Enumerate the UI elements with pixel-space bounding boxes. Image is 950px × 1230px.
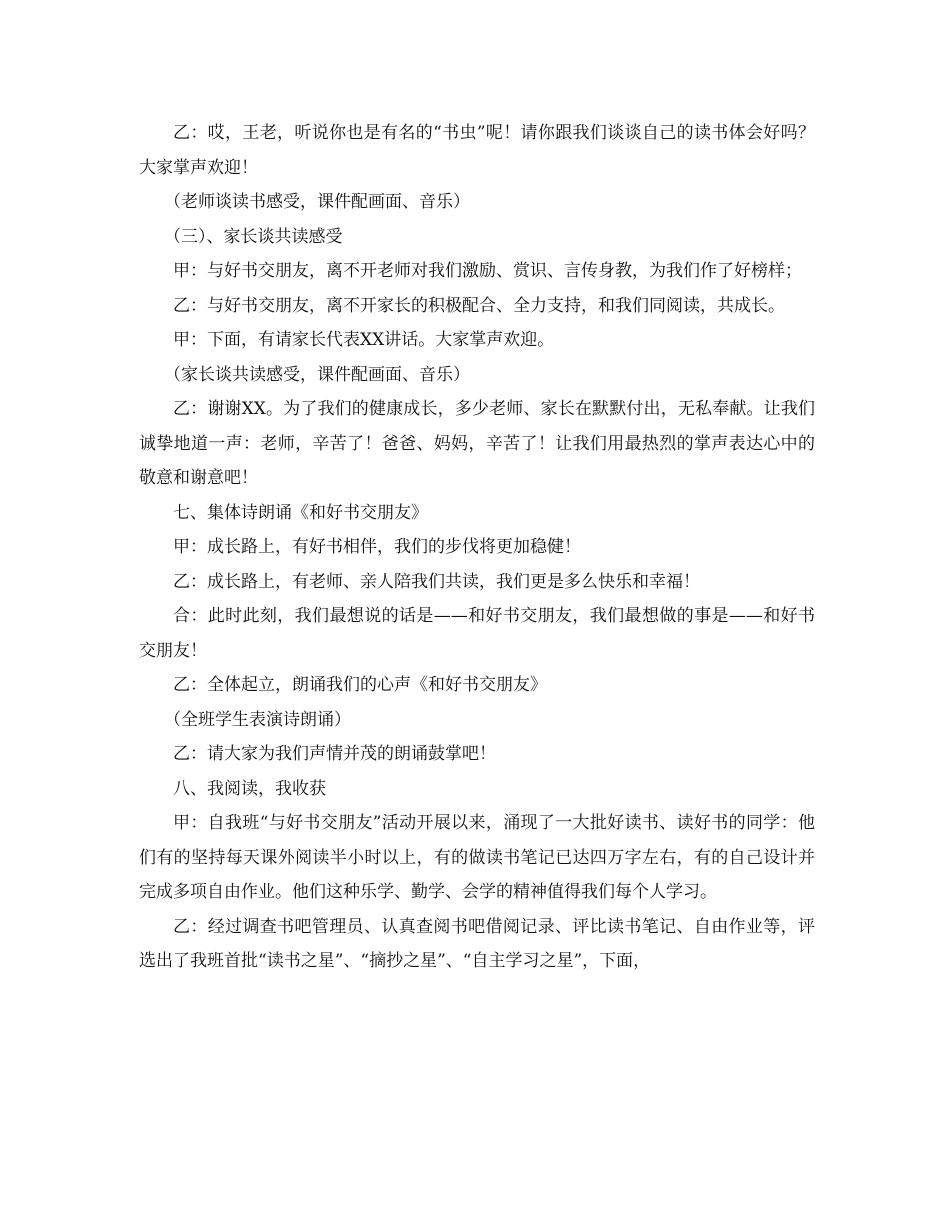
paragraph: 甲：与好书交朋友，离不开老师对我们激励、赏识、言传身教，为我们作了好榜样； <box>173 261 802 281</box>
paragraph: 乙：请大家为我们声情并茂的朗诵鼓掌吧！ <box>173 744 496 764</box>
paragraph: 甲：自我班“与好书交朋友”活动开展以来，涌现了一大批好读书、读好书的同学：他们有的坚持每天课外阅读半小时以上，有的做读书笔记已达四万字左右，有的自己设计并完成多项自由作业。他们这种乐学、勤学、会学的精神值得我们每个人学习。 <box>139 813 815 902</box>
section-heading: 七、集体诗朗诵《和好书交朋友》 <box>173 502 428 523</box>
paragraph: 乙：经过调查书吧管理员、认真查阅书吧借阅记录、评比读书笔记、自由作业等，评选出了我班首批“读书之星”、“摘抄之星”、“自主学习之星”，下面， <box>139 916 815 971</box>
section-heading: （三）、家长谈共读感受 <box>164 226 343 247</box>
paragraph: 合：此时此刻，我们最想说的话是——和好书交朋友，我们最想做的事是——和好书交朋友！ <box>139 606 815 661</box>
paragraph: 甲：下面，有请家长代表XX讲话。大家掌声欢迎。 <box>173 330 555 350</box>
paragraph-stage-direction: （老师谈读书感受，课件配画面、音乐） <box>164 192 470 212</box>
paragraph-stage-direction: （全班学生表演诗朗诵） <box>164 709 351 730</box>
paragraph-stage-direction: （家长谈共读感受，课件配画面、音乐） <box>164 364 470 385</box>
paragraph: 甲：成长路上，有好书相伴，我们的步伐将更加稳健！ <box>173 537 581 557</box>
paragraph: 乙：谢谢XX。为了我们的健康成长，多少老师、家长在默默付出，无私奉献。让我们诚挚地道一声：老师，辛苦了！爸爸、妈妈，辛苦了！让我们用最热烈的掌声表达心中的敬意和谢意吧！ <box>139 399 815 488</box>
paragraph: 乙：与好书交朋友，离不开家长的积极配合、全力支持，和我们同阅读，共成长。 <box>173 295 785 316</box>
paragraph: 乙：哎，王老，听说你也是有名的“书虫”呢！请你跟我们谈谈自己的读书体会好吗？大家掌声欢迎！ <box>139 123 815 178</box>
section-heading: 八、我阅读，我收获 <box>173 778 326 799</box>
paragraph: 乙：成长路上，有老师、亲人陪我们共读，我们更是多么快乐和幸福！ <box>173 571 700 592</box>
paragraph: 乙：全体起立，朗诵我们的心声《和好书交朋友》 <box>173 675 547 695</box>
document-body <box>139 116 815 979</box>
